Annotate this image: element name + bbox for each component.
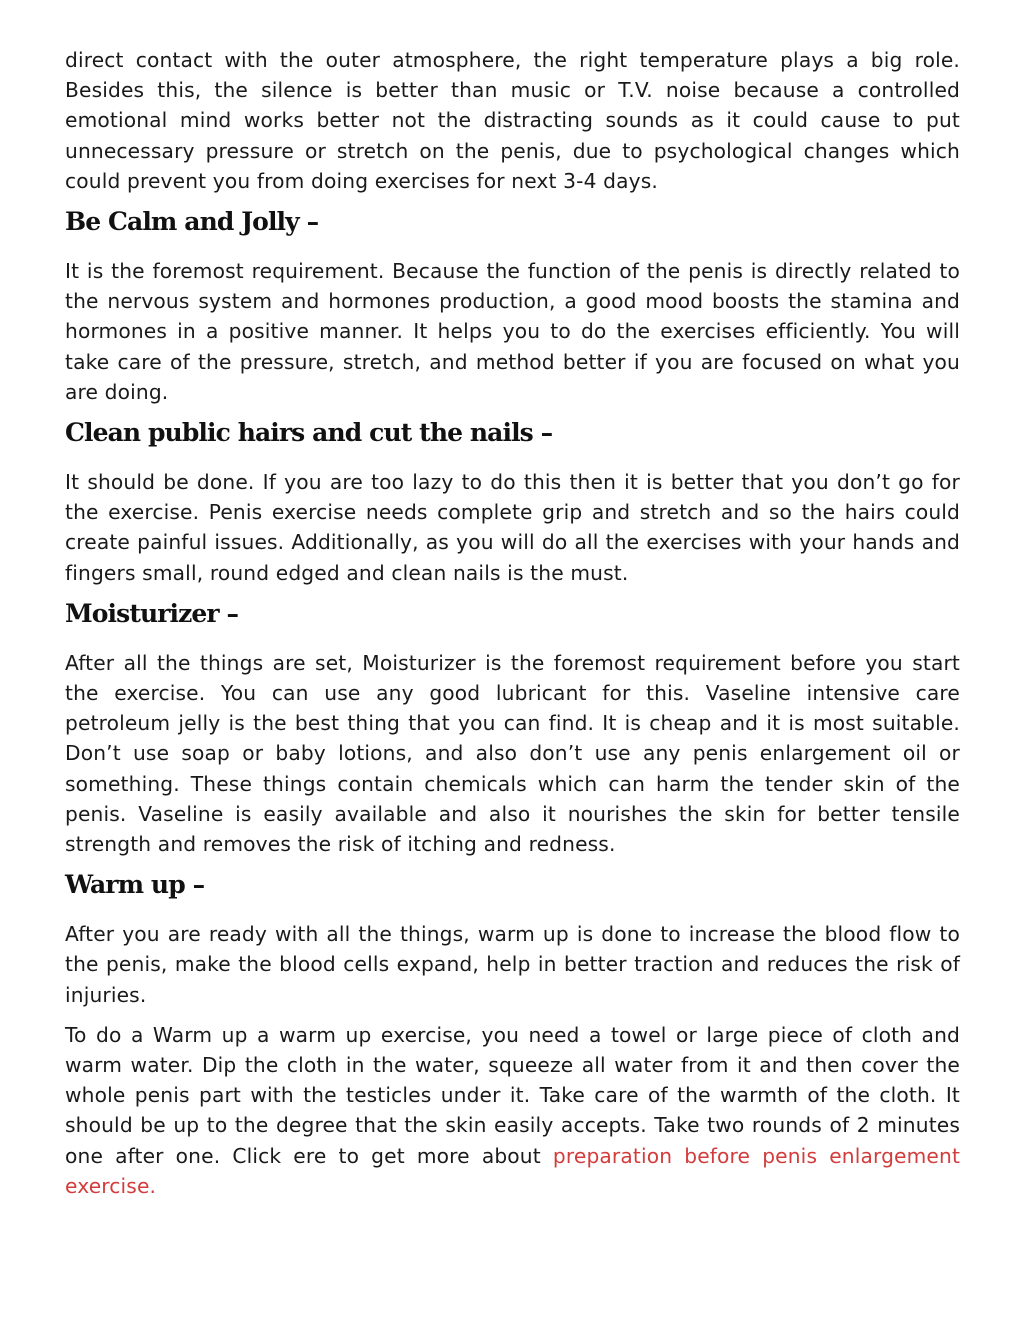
- warmup-paragraph-1: After you are ready with all the things, warm up is done to increase the blood flow to the penis, make the blood cells expand, help in better traction and reduces the risk of injuries.: [65, 922, 960, 1007]
- calm-paragraph: It is the foremost requirement. Because the function of the penis is directly related to the nervous system and hormones production, a good mood boosts the stamina and hormones in a positive manner. It helps you to do the exercises efficiently. You will take care of the pressure, stretch, and method better if you are focused on what you are doing.: [65, 259, 960, 404]
- preparation-link[interactable]: preparation before penis enlargement exercise.: [65, 1143, 961, 1198]
- heading-moisturizer: Moisturizer –: [65, 598, 239, 628]
- heading-be-calm-and-jolly: Be Calm and Jolly –: [65, 207, 319, 237]
- clean-paragraph: It should be done. If you are too lazy to do this then it is better that you don’t go for the exercise. Penis exercise needs complete grip and stretch and so the hairs could create painful issues. Additionally, as you will do all the exercises with your hands and fingers small, round edged and clean nails is the must.: [65, 470, 960, 585]
- moisturizer-paragraph: After all the things are set, Moisturizer is the foremost requirement before you start the exercise. You can use any good lubricant for this. Vaseline intensive care petroleum jelly is the best thing that you can find. It is cheap and it is most suitable. Don’t use soap or baby lotions, and also don’t use any penis enlargement oil or something. These things contain chemicals which can harm the tender skin of the penis. Vaseline is easily available and also it nourishes the skin for better tensile strength and removes the risk of itching and redness.: [65, 650, 960, 857]
- heading-warm-up: Warm up –: [65, 870, 205, 900]
- intro-paragraph: direct contact with the outer atmosphere, the right temperature plays a big role. Besides this, the silence is better than music or T.V. noise because a controlled emotional mind works better not the distracting sounds as it could cause to put unnecessary pressure or stretch on the penis, due to psychological changes which could prevent you from doing exercises for next 3-4 days.: [65, 48, 960, 193]
- heading-clean-hairs-and-nails: Clean public hairs and cut the nails –: [65, 418, 553, 448]
- document-page: [65, 45, 960, 1211]
- warmup-paragraph-2-text: To do a Warm up a warm up exercise, you need a towel or large piece of cloth and warm water. Dip the cloth in the water, squeeze all water from it and then cover the whole penis part with the testicles under it. Take care of the warmth of the cloth. It should be up to the degree that the skin easily accepts. Take two rounds of 2 minutes one after one. Click ere to get more about: [65, 1022, 960, 1168]
- warmup-paragraph-2: [65, 1020, 960, 1201]
